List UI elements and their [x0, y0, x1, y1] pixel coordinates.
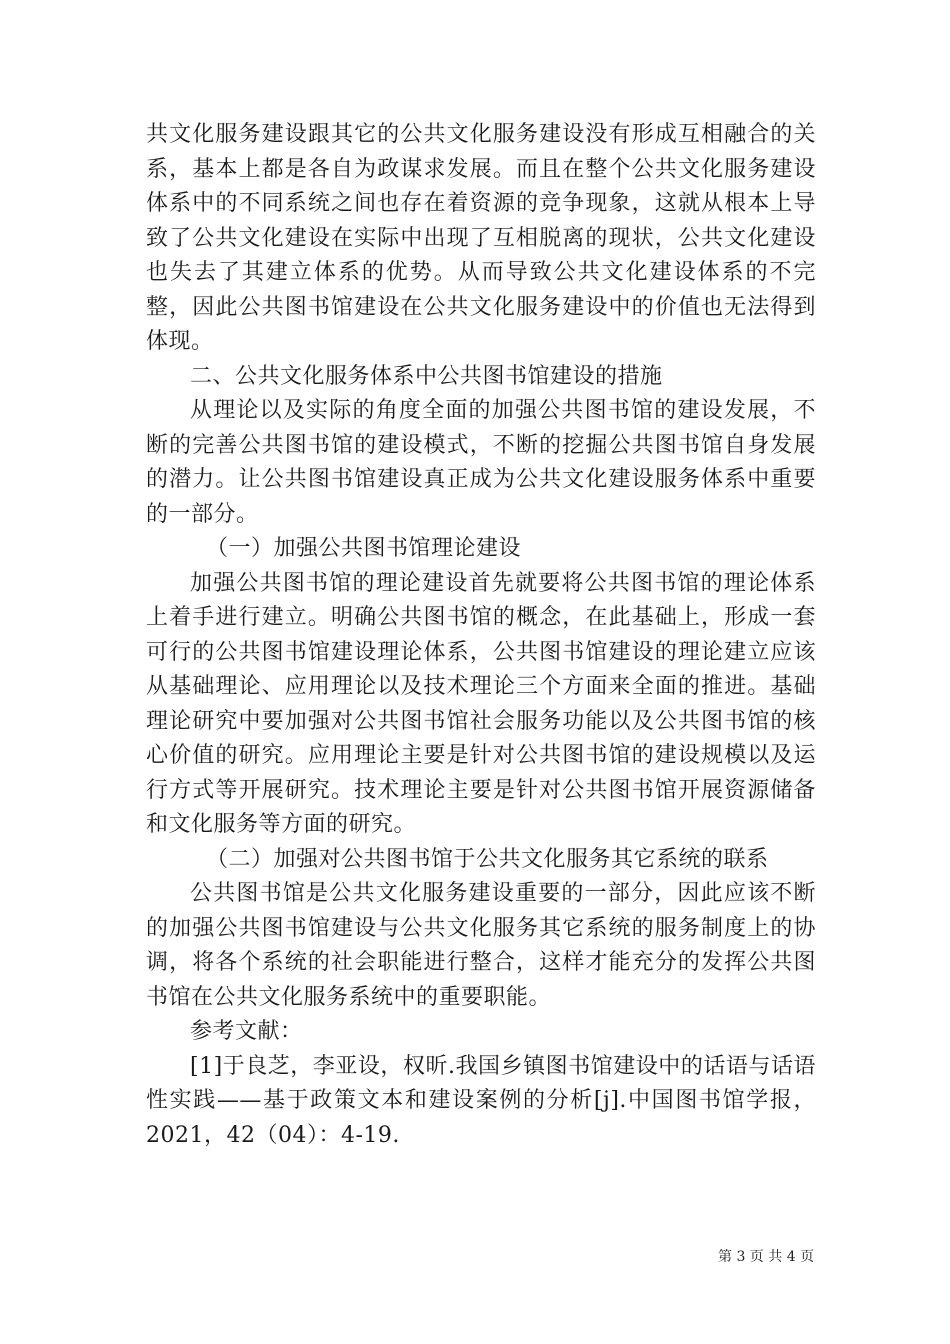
- document-body: [146, 118, 816, 1153]
- subheading-connection: （二）加强对公共图书馆于公共文化服务其它系统的联系: [206, 846, 769, 872]
- references-heading: 参考文献：: [190, 1019, 303, 1044]
- paragraph-theory: 加强公共图书馆的理论建设首先就要将公共图书馆的理论体系上着手进行建立。明确公共图书馆的概念，在此基础上，形成一套可行的公共图书馆建设理论体系，公共图书馆建设的理论建立应该从基础理论、应用理论以及技术理论三个方面来全面的推进。基础理论研究中要加强对公共图书馆社会服务功能以及公共图书馆的核心价值的研究。应用理论主要是针对公共图书馆的建设规模以及运行方式等开展研究。技术理论主要是针对公共图书馆开展资源储备和文化服务等方面的研究。: [146, 570, 816, 837]
- subheading-theory: （一）加强公共图书馆理论建设: [206, 536, 522, 561]
- reference-item: [1]于良芝，李亚设，权昕.我国乡镇图书馆建设中的话语与话语性实践——基于政策文本和建设案例的分析[j].中国图书馆学报，2021，42（04）：4-19.: [146, 1053, 816, 1148]
- page-number: 第 3 页 共 4 页: [718, 1249, 815, 1265]
- paragraph-connection: 公共图书馆是公共文化服务建设重要的一部分，因此应该不断的加强公共图书馆建设与公共文化服务其它系统的服务制度上的协调，将各个系统的社会职能进行整合，这样才能充分的发挥公共图书馆在公共文化服务系统中的重要职能。: [146, 881, 816, 1010]
- section-heading-measures: 二、公共文化服务体系中公共图书馆建设的措施: [190, 363, 663, 389]
- paragraph-measures-intro: 从理论以及实际的角度全面的加强公共图书馆的建设发展，不断的完善公共图书馆的建设模式，不断的挖掘公共图书馆自身发展的潜力。让公共图书馆建设真正成为公共文化建设服务体系中重要的一部分。: [146, 398, 816, 527]
- paragraph-continued: 共文化服务建设跟其它的公共文化服务建设没有形成互相融合的关系，基本上都是各自为政谋求发展。而且在整个公共文化服务建设体系中的不同系统之间也存在着资源的竞争现象，这就从根本上导致了公共文化建设在实际中出现了互相脱离的现状，公共文化建设也失去了其建立体系的优势。从而导致公共文化建设体系的不完整，因此公共图书馆建设在公共文化服务建设中的价值也无法得到体现。: [146, 122, 816, 354]
